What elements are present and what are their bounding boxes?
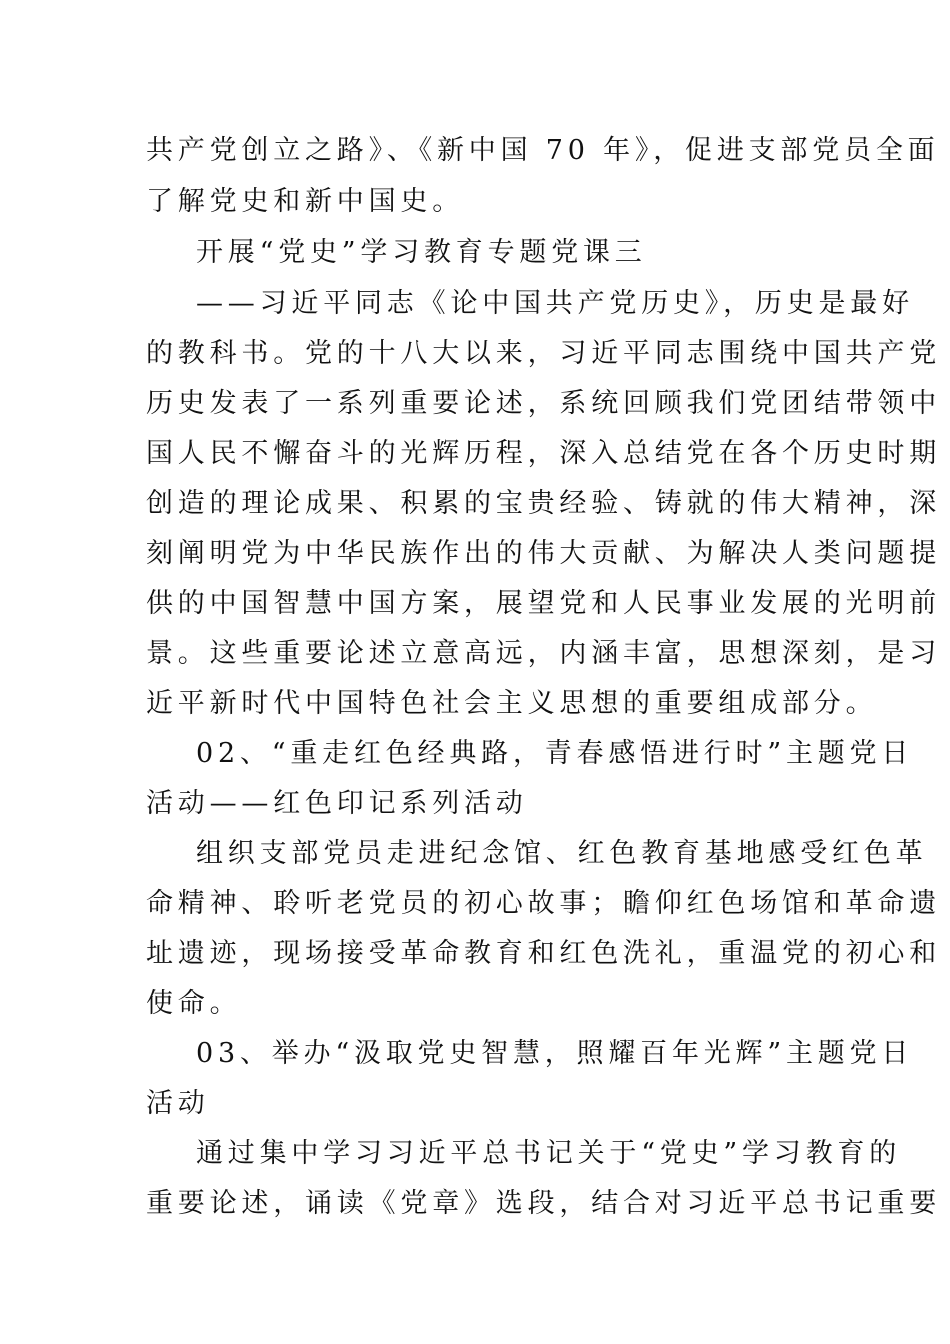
- text-line: 址遗迹，现场接受革命教育和红色洗礼，重温党的初心和: [146, 938, 941, 969]
- section-heading-cont: 活动: [146, 1088, 210, 1119]
- text-line: 组织支部党员走进纪念馆、红色教育基地感受红色革: [196, 838, 928, 869]
- section-heading: 开展“党史”学习教育专题党课三: [196, 237, 647, 268]
- text-line: 重要论述，诵读《党章》选段，结合对习近平总书记重要: [146, 1188, 941, 1219]
- text-line: 命精神、聆听老党员的初心故事；瞻仰红色场馆和革命遗: [146, 888, 941, 919]
- text-line: 供的中国智慧中国方案，展望党和人民事业发展的光明前: [146, 588, 941, 619]
- text-line: 共产党创立之路》、《新中国 70 年》，促进支部党员全面: [146, 135, 940, 166]
- section-heading: 02、“重走红色经典路，青春感悟进行时”主题党日: [196, 738, 914, 769]
- text-line: 通过集中学习习近平总书记关于“党史”学习教育的: [196, 1138, 902, 1169]
- text-line: 国人民不懈奋斗的光辉历程，深入总结党在各个历史时期: [146, 438, 941, 469]
- text-line: 使命。: [146, 988, 242, 1019]
- text-line: 景。这些重要论述立意高远，内涵丰富，思想深刻，是习: [146, 638, 941, 669]
- text-line: 刻阐明党为中华民族作出的伟大贡献、为解决人类问题提: [146, 538, 941, 569]
- text-line: 历史发表了一系列重要论述，系统回顾我们党团结带领中: [146, 388, 941, 419]
- text-line: 近平新时代中国特色社会主义思想的重要组成部分。: [146, 688, 878, 719]
- text-line: 的教科书。党的十八大以来，习近平同志围绕中国共产党: [146, 338, 941, 369]
- section-heading-cont: 活动——红色印记系列活动: [146, 788, 528, 819]
- section-heading: 03、举办“汲取党史智慧，照耀百年光辉”主题党日: [196, 1038, 914, 1069]
- text-line: ——习近平同志《论中国共产党历史》，历史是最好: [196, 288, 914, 319]
- text-line: 创造的理论成果、积累的宝贵经验、铸就的伟大精神，深: [146, 488, 941, 519]
- text-line: 了解党史和新中国史。: [146, 186, 464, 217]
